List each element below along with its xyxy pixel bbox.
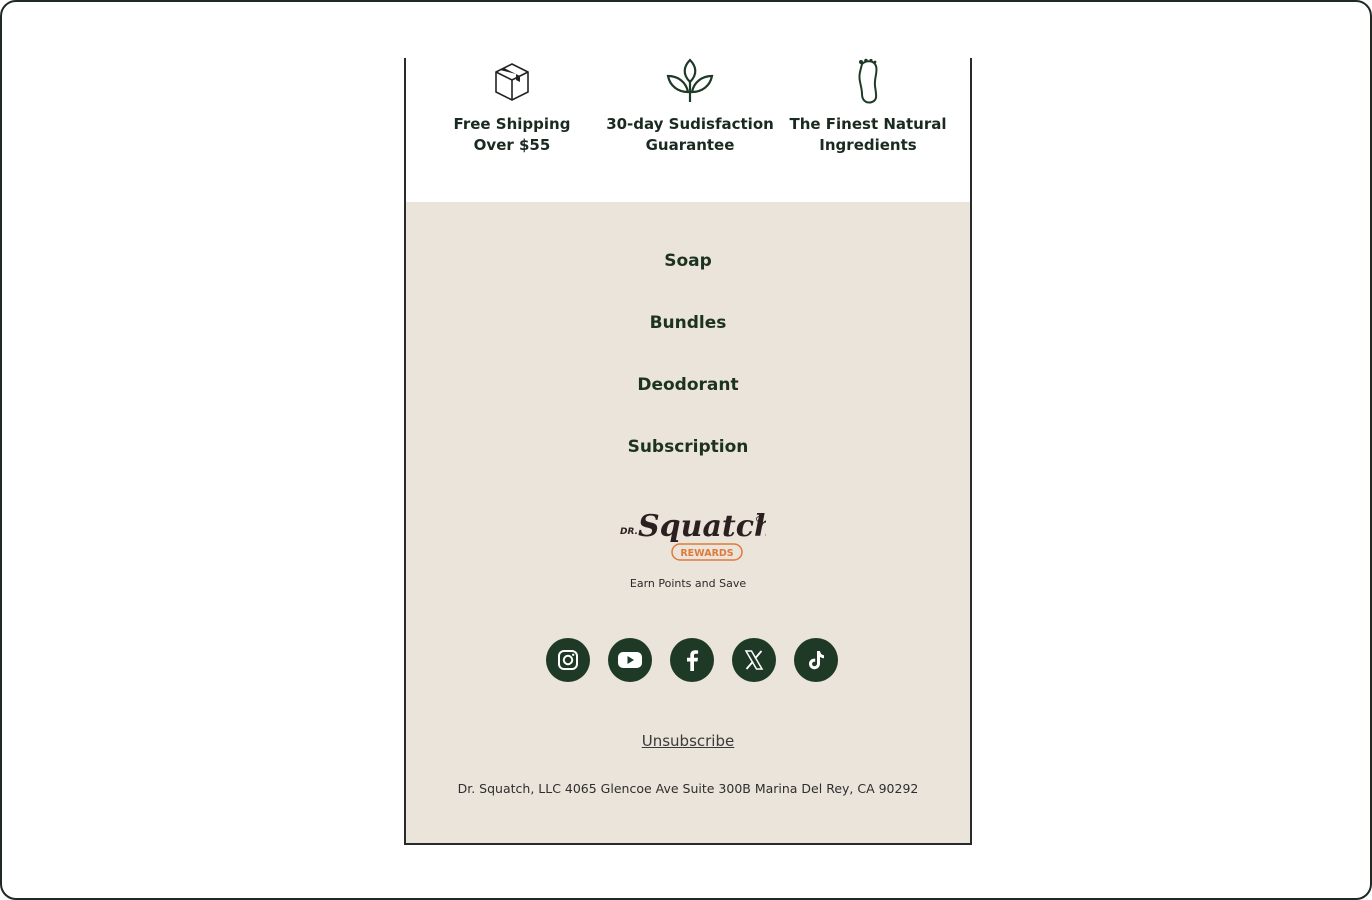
facebook-icon — [681, 648, 703, 672]
benefit-label: 30-day Sudisfaction Guarantee — [606, 115, 774, 154]
plant-icon — [664, 58, 716, 106]
x-icon — [742, 648, 766, 672]
benefit-label: The Finest Natural Ingredients — [789, 115, 947, 154]
company-address: Dr. Squatch, LLC 4065 Glencoe Ave Suite 300B Marina Del Rey, CA 90292 — [457, 781, 919, 796]
social-links — [546, 638, 836, 682]
logo-word: Squatch — [638, 509, 766, 544]
tiktok-icon — [804, 648, 828, 672]
nav-link-deodorant[interactable]: Deodorant — [637, 375, 739, 395]
x-link[interactable] — [732, 638, 776, 682]
tiktok-link[interactable] — [794, 638, 838, 682]
box-icon — [490, 58, 534, 106]
unsubscribe-link[interactable]: Unsubscribe — [641, 732, 735, 750]
nav-link-subscription[interactable]: Subscription — [627, 437, 749, 457]
benefit-label: Free Shipping Over $55 — [453, 115, 571, 154]
email-footer — [404, 58, 972, 845]
logo-prefix: DR. — [620, 527, 638, 537]
rewards-tagline: Earn Points and Save — [629, 577, 747, 590]
benefit-satisfaction — [600, 58, 780, 156]
nav-link-bundles[interactable]: Bundles — [649, 313, 727, 333]
youtube-icon — [617, 650, 643, 670]
youtube-link[interactable] — [608, 638, 652, 682]
instagram-icon — [556, 648, 580, 672]
benefits-row — [406, 58, 970, 202]
nav-link-soap[interactable]: Soap — [664, 251, 712, 271]
squatch-rewards-logo[interactable] — [616, 502, 766, 572]
footprint-icon — [848, 58, 888, 106]
footer-section — [406, 202, 970, 843]
benefit-free-shipping — [422, 58, 602, 156]
logo-graphic — [616, 502, 766, 572]
benefit-ingredients — [778, 58, 958, 156]
facebook-link[interactable] — [670, 638, 714, 682]
instagram-link[interactable] — [546, 638, 590, 682]
logo-badge: REWARDS — [680, 548, 734, 559]
